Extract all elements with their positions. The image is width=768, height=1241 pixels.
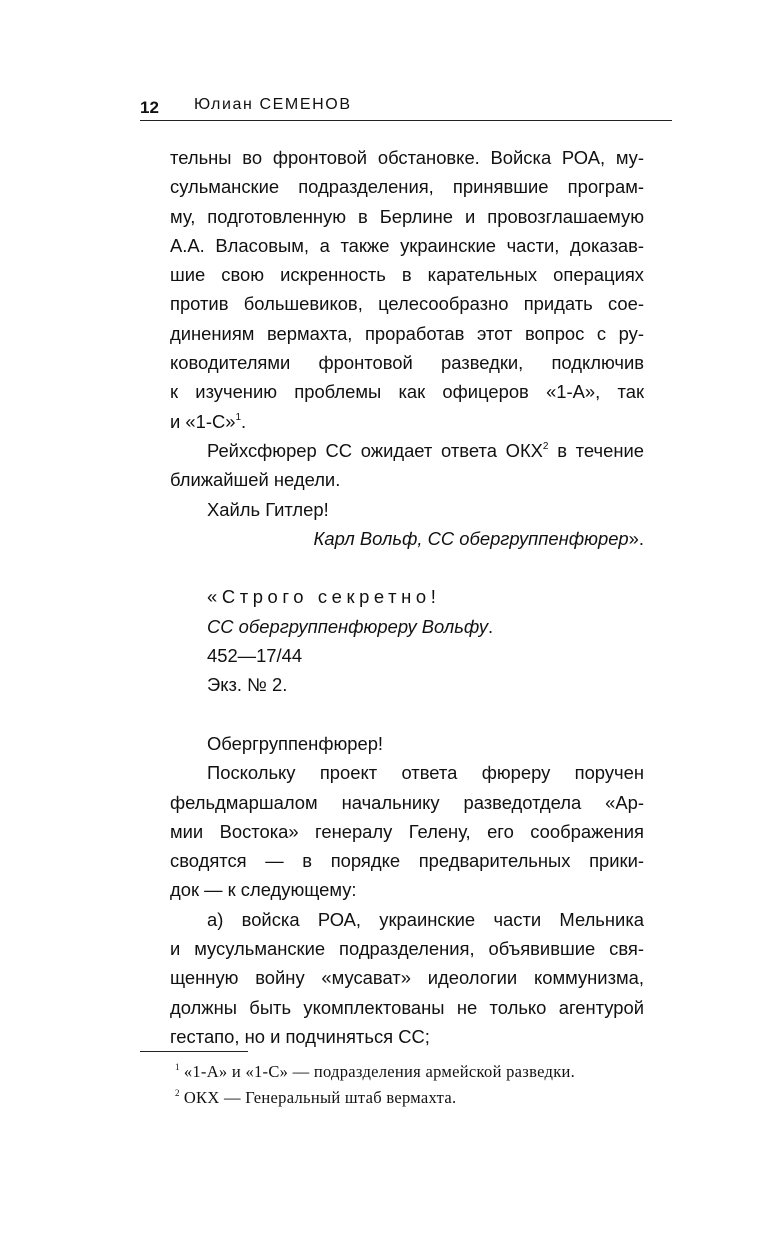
copy-number: Экз. № 2. xyxy=(207,674,288,696)
text-line: и мусульманские подразделения, объявившие свя- xyxy=(170,938,644,960)
main-text xyxy=(170,143,644,1051)
footnote-rule xyxy=(140,1051,248,1052)
text-line: ководителями фронтовой разведки, подключив xyxy=(170,352,644,374)
salutation: Хайль Гитлер! xyxy=(207,498,329,520)
footnote-text: ОКХ — Генеральный штаб вермахта. xyxy=(183,1088,457,1107)
text-span: Рейхсфюрер СС ожидает ответа ОКХ xyxy=(207,439,543,461)
text-line: щенную войну «мусават» идеологии коммунизма, xyxy=(170,967,644,989)
footnote-text: «1-А» и «1-С» — подразделения армейской разведки. xyxy=(183,1062,576,1081)
text-line: должны быть укомплектованы не только агентурой xyxy=(170,996,644,1018)
spacer xyxy=(170,553,644,582)
signature-name: Карл Вольф, СС обергруппенфюрер xyxy=(313,527,629,549)
text-span: ». xyxy=(628,527,644,549)
text-line: тельны во фронтовой обстановке. Войска РОА, му- xyxy=(170,147,644,168)
text-span: . xyxy=(488,615,494,637)
text-span: и «1-С» xyxy=(170,410,236,432)
text-line: к изучению проблемы как офицеров «1-А», так xyxy=(170,381,644,403)
running-title: Юлиан СЕМЕНОВ xyxy=(194,96,352,113)
text-line xyxy=(170,436,644,465)
footnote-mark: 2 xyxy=(175,1088,180,1098)
footnote-ref[interactable]: 2 xyxy=(542,440,549,452)
text-line: шие свою искренность в карательных операциях xyxy=(170,264,644,286)
text-line: динениям вермахта, проработав этот вопрос с ру- xyxy=(170,322,644,344)
text-line: против большевиков, целесообразно придать сое- xyxy=(170,293,644,315)
text-line: фельдмаршалом начальнику разведотдела «Ар- xyxy=(170,791,644,813)
text-line: му, подготовленную в Берлине и провозглашаемую xyxy=(170,205,644,227)
signature xyxy=(170,524,644,553)
text-line xyxy=(170,407,644,436)
page-header xyxy=(140,96,672,121)
text-span: . xyxy=(241,410,247,432)
addressee-name: СС обергруппенфюреру Вольфу xyxy=(207,615,489,637)
spacer xyxy=(170,700,644,729)
text-line: мии Востока» генералу Гелену, его соображения xyxy=(170,820,644,842)
footnote-mark: 1 xyxy=(175,1062,180,1072)
text-line: док — к следующему: xyxy=(170,879,357,901)
text-line: гестапо, но и подчиняться СС; xyxy=(170,1025,430,1047)
text-line: сульманские подразделения, принявшие програм- xyxy=(170,176,644,198)
salutation: Обергруппенфюрер! xyxy=(207,732,384,754)
text-span: в течение xyxy=(548,439,644,461)
page-number: 12 xyxy=(140,98,159,117)
footnote-1 xyxy=(175,1062,575,1082)
document-number: 452—17/44 xyxy=(207,645,303,667)
secret-heading: «Строго секретно! xyxy=(207,586,441,608)
text-line: а) войска РОА, украинские части Мельника xyxy=(207,908,644,930)
text-line: ближайшей недели. xyxy=(170,469,341,491)
text-line: Поскольку проект ответа фюреру поручен xyxy=(207,762,644,784)
footnote-ref[interactable]: 1 xyxy=(235,411,242,423)
footnote-2 xyxy=(175,1088,456,1108)
text-line: А.А. Власовым, а также украинские части, доказав- xyxy=(170,234,644,256)
text-line: сводятся — в порядке предварительных прики- xyxy=(170,850,644,872)
addressee xyxy=(170,612,644,641)
